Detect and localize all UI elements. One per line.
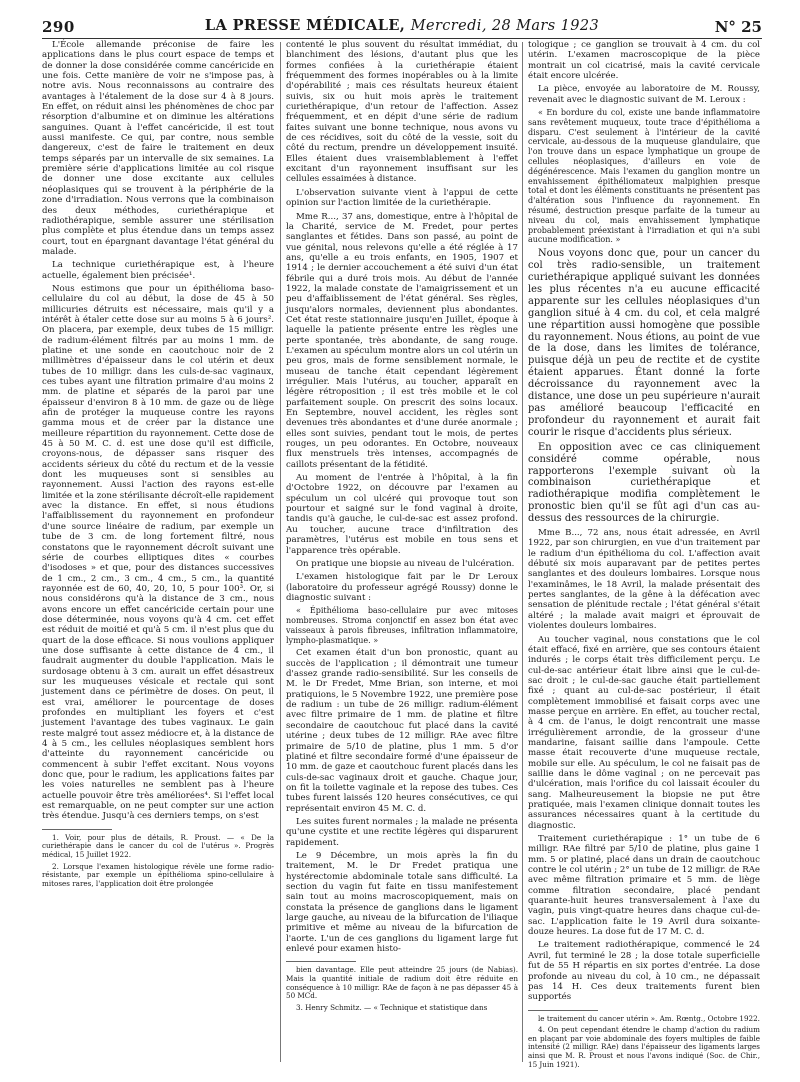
page-header bbox=[42, 14, 762, 40]
footnote-rule bbox=[42, 829, 112, 830]
paragraph: L'École allemande préconise de faire les applications dans le plus court espace de temps et de donner la dose considérée comme cancéricide en une fois. Cette manière de voir ne s'impose pas, à notre avis. Nous reconnaissons au contraire des avantages à l'étalement de la dose sur 4 à 8 jours. En effet, on réduit ainsi les phénomènes de choc par résorption d'albumine et on diminue les altérations sanguines. Quant à l'effet cancéricide, il est tout aussi manifeste. Ce qui, par contre, nous semble dangereux, c'est de faire le traitement en deux temps séparés par un intervalle de six semaines. La première série d'applications limitée au col risque de donner une dose excitante aux cellules néoplasiques qui se trouvent à la périphérie de la zone d'irradiation. Nous verrons que la combinaison des deux méthodes, curiethérapique et radiothérapique, semble assurer une stérilisation plus complète et plus étendue dans un temps assez court, tout en épargnant davantage l'état général du malade. bbox=[42, 40, 274, 257]
paragraph: Le 9 Décembre, un mois après la fin du traitement, M. le Dr Fredet pratiqua une hystérectomie abdominale totale sans difficulté. La section du vagin fut faite en tissu manifestement sain tout au moins macroscopiquement, mais on constata la présence de ganglions dans le ligament large gauche, au niveau de la bifurcation de l'iliaque primitive et même au niveau de la bifurcation de l'aorte. L'un de ces ganglions du ligament large fut enlevé pour examen histo- bbox=[286, 850, 518, 955]
footnote: 4. On peut cependant étendre le champ d'action du radium en plaçant par voie abdominale des foyers multiples de faible intensité (2 milligr. RAe) dans l'épaisseur des ligaments larges ainsi que M. R. Proust et nous l'avons indiqué (Soc. de Chir., 15 Juin 1921). bbox=[528, 1025, 760, 1069]
paragraph: Les suites furent normales ; la malade ne présenta qu'une cystite et une rectite légères qui disparurent rapidement. bbox=[286, 816, 518, 848]
emphasis-paragraph: Nous voyons donc que, pour un cancer du col très radio-sensible, un traitement curiethérapique appliqué suivant les données les plus récentes n'a eu aucune efficacité apparente sur les cellules néoplasiques d'un ganglion situé à 4 cm. du col, et cela malgré une répartition aussi homogène que possible du rayonnement. Nous étions, au point de vue de la dose, dans les limites de tolérance, puisque déjà un peu de rectite et de cystite étaient apparues. Étant donné la forte décroissance du rayonnement avec la distance, une dose un peu supérieure n'aurait pas amélioré beaucoup l'efficacité en profondeur du rayonnement et aurait fait courir le risque d'accidents plus sérieux. bbox=[528, 248, 760, 438]
page-number: 290 bbox=[42, 18, 75, 36]
issue-number: N° 25 bbox=[714, 18, 762, 36]
paragraph: La pièce, envoyée au laboratoire de M. Roussy, revenait avec le diagnostic suivant de M. Leroux : bbox=[528, 84, 760, 105]
issue-date: Mercredi, 28 Mars 1923 bbox=[410, 18, 600, 34]
paragraph: Nous estimons que pour un épithélioma baso-cellulaire du col au début, la dose de 45 à 50 millicuries détruits est nécessaire, mais qu'il y a intérêt à étaler cette dose sur au moins 5 à 6 jours². On placera, par exemple, deux tubes de 15 milligr. de radium-élément filtrés par au moins 1 mm. de platine et une sonde en caoutchouc noir de 2 millimètres d'épaisseur dans le col utérin et deux tubes de 10 milligr. dans les culs-de-sac vaginaux, ces tubes ayant une filtration primaire d'au moins 2 mm. de platine et séparés de la paroi par une épaisseur d'environ 8 à 10 mm. de gaze ou de liège afin de protéger la muqueuse contre les rayons gamma mous et de créer par la distance une meilleure répartition du rayonnement. Cette dose de 45 à 50 M. C. d. est une dose qu'il est difficile, croyons-nous, de dépasser sans risquer des accidents sérieux du côté du rectum et de la vessie dont les muqueuses sont si sensibles au rayonnement. Aussi l'action des rayons est-elle limitée et la zone stérilisante décroît-elle rapidement avec la distance. En effet, si nous étudions l'affaiblissement du rayonnement en profondeur d'une source linéaire de radium, par exemple un tube de 3 cm. de long fortement filtré, nous constatons que le rayonnement décroît suivant une série de courbes elliptiques dites « courbes d'isodoses » et que, pour des distances successives de 1 cm., 2 cm., 3 cm., 4 cm., 5 cm., la quantité rayonnée est de 60, 40, 20, 10, 5 pour 100³. Or, si nous considérons qu'à la distance de 3 cm., nous avons encore un effet cancéricide certain pour une dose déterminée, nous voyons qu'à 4 cm. cet effet est réduit de moitié et qu'à 5 cm. il n'est plus que du quart de la dose efficace. Si nous voulions appliquer une dose suffisante à cette distance de 4 cm., il faudrait augmenter du double l'application. Mais le surdosage obtenu à 3 cm. aurait un effet désastreux sur les muqueuses vésicale et rectale qui sont justement dans ce périmètre de doses. On peut, il est vrai, améliorer le pourcentage de doses profondes en multipliant les foyers et c'est justement l'avantage des tubes vaginaux. Le gain reste malgré tout assez médiocre et, à la distance de 4 à 5 cm., les cellules néoplasiques semblent hors d'atteinte du rayonnement cancéricide ou commencent à subir l'effet excitant. Nous voyons donc que, pour le radium, les applications faites par les voies naturelles ne semblent pas à l'heure actuelle pouvoir être très améliorées⁴. Si l'effet local est remarquable, on ne peut compter sur une action très étendue. Jusqu'à ces derniers temps, on s'est bbox=[42, 283, 274, 822]
paragraph: Traitement curiethérapique : 1° un tube de 6 milligr. RAe filtré par 5/10 de platine, plus gaine 1 mm. 5 or platiné, placé dans un drain de caoutchouc contre le col utérin ; 2° un tube de 12 milligr. de RAe avec même filtration primaire et 5 mm. de liège comme filtration secondaire, placé pendant quarante-huit heures transversalement à l'axe du vagin, puis vingt-quatre heures dans chaque cul-de-sac. L'application faite le 19 Avril dura soixante-douze heures. La dose fut de 17 M. C. d. bbox=[528, 834, 760, 938]
text-column-3 bbox=[528, 40, 760, 1072]
emphasis-paragraph: En opposition avec ce cas cliniquement considéré comme opérable, nous rapporterons l'exemple suivant où la combinaison curiethérapique et radiothérapique modifia complètement le pronostic bien qu'il se fût agi d'un cas au-dessus des ressources de la chirurgie. bbox=[528, 441, 760, 525]
column-divider bbox=[522, 42, 523, 1062]
journal-name: LA PRESSE MÉDICALE, bbox=[204, 17, 406, 34]
paragraph: tologique ; ce ganglion se trouvait à 4 cm. du col utérin. L'examen macroscopique de la pièce montrait un col cicatrisé, mais la cavité cervicale était encore ulcérée. bbox=[528, 40, 760, 82]
paragraph: Au toucher vaginal, nous constations que le col était effacé, fixé en arrière, que ses contours étaient indurés ; le corps était très difficilement perçu. Le cul-de-sac antérieur était libre ainsi que le cul-de-sac droit ; le cul-de-sac gauche était partiellement fixé ; quant au cul-de-sac postérieur, il était complètement immobilisé et faisait corps avec une masse perçue en arrière. En effet, au toucher rectal, à 4 cm. de l'anus, le doigt rencontrait une masse irrégulièrement arrondie, de la grosseur d'une mandarine, faisant saillie dans l'ampoule. Cette masse était recouverte d'une muqueuse rectale, mobile sur elle. Au spéculum, le col ne faisait pas de saillie dans le dôme vaginal ; on ne percevait pas d'ulcération, mais l'orifice du col laissait écouler du sang. Malheureusement la biopsie ne put être pratiquée, mais l'examen clinique donnait toutes les assurances nécessaires quant à la certitude du diagnostic. bbox=[528, 634, 760, 831]
footnote: 2. Lorsque l'examen histologique révèle une forme radio-résistante, par exemple un épithélioma spino-cellulaire à mitoses rares, l'application doit être prolongée bbox=[42, 861, 274, 888]
column-divider bbox=[280, 42, 281, 1062]
footnote-rule bbox=[286, 961, 356, 962]
footnote: 1. Voir, pour plus de détails, R. Proust. — « De la curiethérapie dans le cancer du col de l'utérus ». Progrès médical, 15 Juillet 1922. bbox=[42, 832, 274, 859]
paragraph: On pratique une biopsie au niveau de l'ulcération. bbox=[296, 558, 515, 569]
quote-paragraph: « En bordure du col, existe une bande inflammatoire sans revêtement muqueux, toute trace d'épithélioma a disparu. C'est seulement à l'intérieur de la cavité cervicale, au-dessous de la muqueuse glandulaire, que l'on trouve dans un espace lymphatique un groupe de cellules néoplasiques, d'ailleurs en voie de dégénérescence. Mais l'examen du ganglion montre un envahissement épithéliomateux malpighien presque total et dont les éléments constituants ne présentent pas d'altération sous l'influence du rayonnement. En résumé, destruction presque parfaite de la tumeur au niveau du col, mais envahissement lymphatique probablement préexistant à l'irradiation et qui n'a subi aucune modification. » bbox=[528, 108, 760, 245]
text-column-2 bbox=[286, 40, 518, 1015]
paragraph: Cet examen était d'un bon pronostic, quant au succès de l'application ; il démontrait une tumeur d'assez grande radio-sensibilité. Sur les conseils de M. le Dr Fredet, Mme Brian, son interne, et moi pratiquions, le 5 Novembre 1922, une première pose de radium : un tube de 26 milligr. radium-élément avec filtre primaire de 1 mm. de platine et filtre secondaire de caoutchouc fut placé dans la cavité utérine ; deux tubes de 12 milligr. RAe avec filtre primaire de 5/10 de platine, plus 1 mm. 5 d'or platiné et filtre secondaire formé d'une épaisseur de 10 mm. de gaze et caoutchouc furent placés dans les culs-de-sac vaginaux droit et gauche. Chaque jour, on fit la toilette vaginale et la repose des tubes. Ces tubes furent laissés 120 heures consécutives, ce qui représentait environ 45 M. C. d. bbox=[286, 648, 518, 814]
paragraph: Mme R..., 37 ans, domestique, entre à l'hôpital de la Charité, service de M. Fredet, pour pertes sanglantes et fétides. Dans son passé, au point de vue génital, nous relevons qu'elle a été réglée à 17 ans, qu'elle a eu trois enfants, en 1905, 1907 et 1914 ; le dernier accouchement a été suivi d'un état fébrile qui a duré trois mois. Au début de l'année 1922, la malade constate de l'amaigrissement et un peu d'affaiblissement de l'état général. Ses règles, jusqu'alors normales, deviennent plus abondantes. Cet état reste stationnaire jusqu'en Juillet, époque à laquelle la patiente présente entre les règles une perte spontanée, très abondante, de sang rouge. L'examen au spéculum montre alors un col utérin un peu gros, mais de forme sensiblement normale, le museau de tanche était cependant légèrement irrégulier. Mais l'utérus, au toucher, apparaît en légère rétroposition ; il est très mobile et le col parfaitement souple. On prescrit des soins locaux. En Septembre, nouvel accident, les règles sont devenues très abondantes et d'une durée anormale ; elles sont suivies, pendant tout le mois, de pertes rouges, un peu odorantes. En Octobre, nouveaux flux menstruels très intenses, accompagnés de caillots présentant de la fétidité. bbox=[286, 211, 518, 470]
footnote: le traitement du cancer utérin ». Am. Rœntg., Octobre 1922. bbox=[538, 1013, 760, 1023]
footnote: 3. Henry Schmitz. — « Technique et statistique dans bbox=[296, 1002, 488, 1012]
text-column-1 bbox=[42, 40, 274, 891]
paragraph: Au moment de l'entrée à l'hôpital, à la fin d'Octobre 1922, on découvre par l'examen au spéculum un col ulcéré qui provoque tout son pourtour et saigné sur le fond vaginal à droite, tandis qu'à gauche, le cul-de-sac est assez profond. Au toucher, aucune trace d'infiltration des paramètres, l'utérus est mobile en tous sens et l'apparence très opérable. bbox=[286, 473, 518, 556]
header-rule bbox=[42, 38, 762, 39]
paragraph: L'observation suivante vient à l'appui de cette opinion sur l'action limitée de la curiethérapie. bbox=[286, 187, 518, 209]
quote-paragraph: « Épithélioma baso-cellulaire pur avec mitoses nombreuses. Stroma conjonctif en assez bon état avec vaisseaux à parois fibreuses, infiltration inflammatoire, lympho-plasmatique. » bbox=[286, 606, 518, 645]
paragraph: contenté le plus souvent du résultat immédiat, du blanchiment des lésions, d'autant plus que les formes confiées à la curiethérapie étaient fréquemment des formes inopérables ou à la limite d'opérabilité ; mais ces résultats heureux étaient suivis, six ou huit mois après le traitement curiethérapique, d'un retour de l'affection. Assez fréquemment, et en dépit d'une série de radium faites suivant une bonne technique, nous avons vu de ces récidives, soit du côté de la vessie, soit du côté du rectum, prendre un développement insuité. Elles étaient dues vraisemblablement à l'effet excitant d'un rayonnement insuffisant sur les cellules essaimées à distance. bbox=[286, 40, 518, 185]
footnote-rule bbox=[528, 1010, 598, 1011]
paragraph: L'examen histologique fait par le Dr Leroux (laboratoire du professeur agrégé Roussy) donne le diagnostic suivant : bbox=[286, 572, 518, 603]
paragraph: Mme B..., 72 ans, nous était adressée, en Avril 1922, par son chirurgien, en vue d'un traitement par le radium d'un épithélioma du col. L'affection avait débuté six mois auparavant par de petites pertes sanglantes et des douleurs lombaires. Lorsque nous l'examinâmes, le 18 Avril, la malade présentait des pertes sanglantes, de la gêne à la défécation avec sensation de plénitude rectale ; l'état général s'était altéré ; la malade avait maigri et éprouvait de violentes douleurs lombaires. bbox=[528, 528, 760, 632]
paragraph: Le traitement radiothérapique, commencé le 24 Avril, fut terminé le 28 ; la dose totale superficielle fut de 55 H répartis en six portes d'entrée. La dose profonde au niveau du col, à 10 cm., ne dépassait pas 14 H. Ces deux traitements furent bien supportés bbox=[528, 940, 760, 1003]
journal-title bbox=[42, 17, 762, 34]
paragraph: La technique curiethérapique est, à l'heure actuelle, également bien précisée¹. bbox=[42, 260, 274, 281]
footnote: bien davantage. Elle peut atteindre 25 jours (de Nabias). Mais la quantité initiale de radium doit être réduite en conséquence à 10 milligr. RAe de façon à ne pas dépasser 45 à 50 MCd. bbox=[286, 965, 518, 1001]
